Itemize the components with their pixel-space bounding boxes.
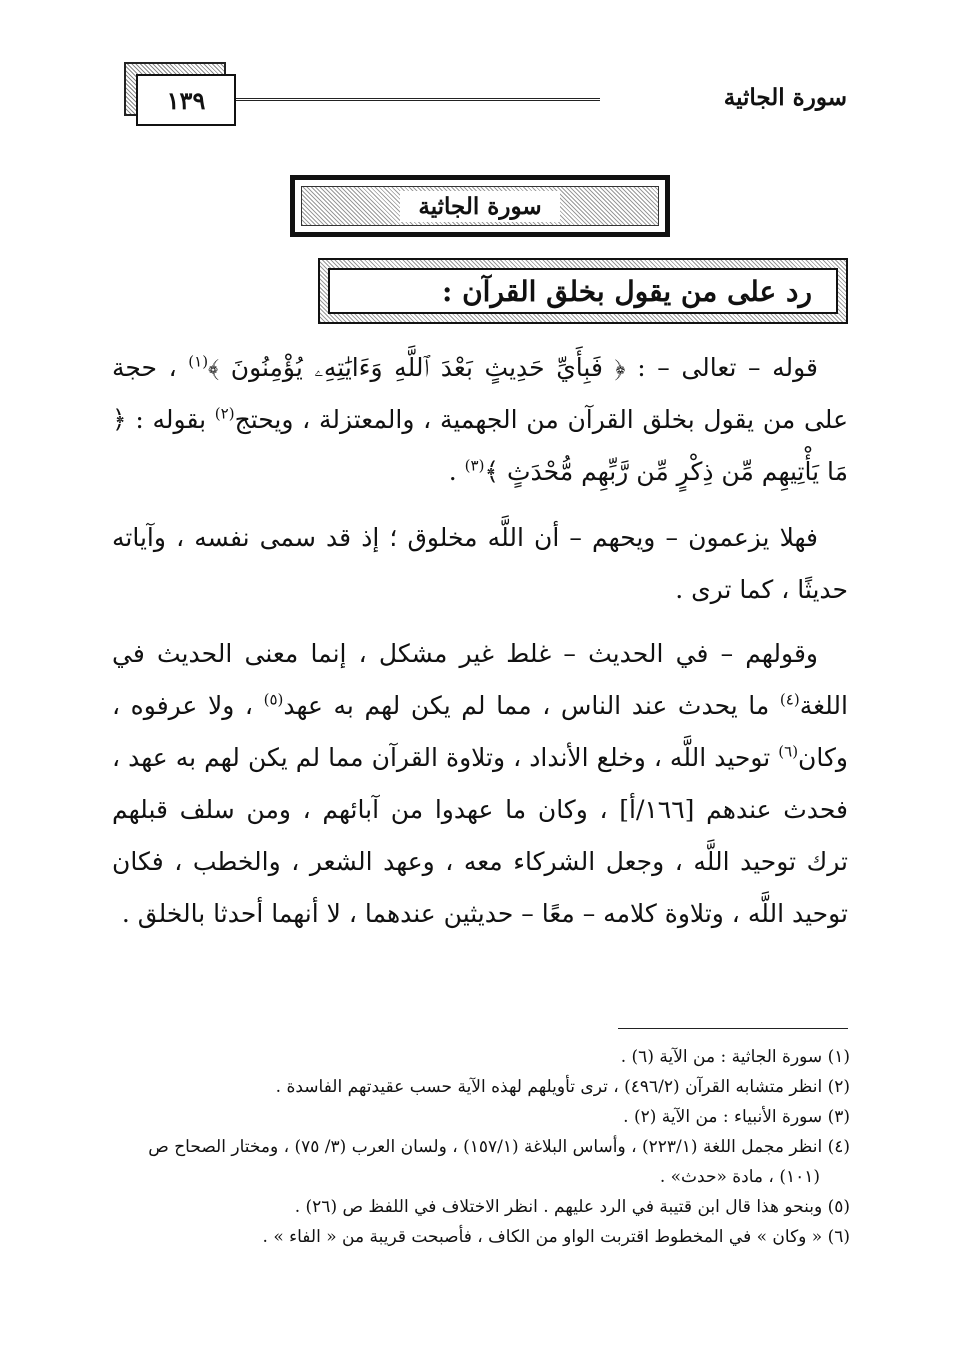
footnotes <box>112 1042 850 1252</box>
footnote: (٥) وبنحو هذا قال ابن قتيبة في الرد عليهم . انظر الاختلاف في اللفظ ص (٢٦) . <box>294 1197 850 1217</box>
paragraph-2 <box>112 512 848 616</box>
text: بقوله : <box>126 405 215 434</box>
footnote-ref: (١) <box>188 352 209 371</box>
running-title: سورة الجاثية <box>723 84 847 111</box>
footnote: (٦) « وكان » في المخطوط اقتربت الواو من الكاف ، فأصبحت قريبة من « الفاء » . <box>262 1227 850 1247</box>
section-heading-frame <box>328 268 838 314</box>
quran-verse: ﴿ مَا يَأْتِيهِم مِّن ذِكْرٍ مِّن رَّبِّهِم مُّحْدَثٍ ﴾ <box>112 405 848 486</box>
header-rule <box>236 98 600 101</box>
text: قوله – تعالى – : <box>625 353 818 382</box>
surah-title-box <box>290 175 670 237</box>
footnote: (٢) انظر متشابه القرآن (٤٩٦/٢) ، ترى تأويلهم لهذه الآية حسب عقيدتهم الفاسدة . <box>275 1077 850 1097</box>
footnote: (١) سورة الجاثية : من الآية (٦) . <box>620 1047 850 1067</box>
footnote: (٣) سورة الأنبياء : من الآية (٢) . <box>623 1107 850 1127</box>
paragraph-1 <box>112 342 848 498</box>
paragraph-text: فهلا يزعمون – ويحهم – أن اللَّه مخلوق ؛ إذ قد سمى نفسه ، وآياته حديثًا ، كما ترى . <box>112 523 848 604</box>
text: توحيد اللَّه ، وخلع الأنداد ، وتلاوة القرآن مما لم يكن لهم به عهد ، فحدث عندهم [١٦٦/أ] ، وكان ما عهدوا من آبائهم ، ومن سلف قبلهم ترك توحيد اللَّه ، وجعل الشركاء معه ، وعهد الشعر ، والخطب ، فكان توحيد اللَّه ، وتلاوة كلامه – معًا – حديثين عندهما ، لا أنهما أحدثا بالخلق . <box>112 743 848 928</box>
text: ، ولا عرفوه ، وكان <box>112 691 848 772</box>
footnote-ref: (٢) <box>214 404 235 423</box>
surah-title-frame <box>301 186 659 226</box>
text: . <box>448 457 465 486</box>
page-number: ١٣٩ <box>136 74 236 126</box>
text: ، حجة على من يقول بخلق القرآن من الجهمية ، والمعتزلة ، ويحتج <box>112 353 848 434</box>
footnote: (٤) انظر مجمل اللغة (٢٢٣/١) ، وأساس البلاغة (١٥٧/١) ، ولسان العرب (٣/ ٧٥) ، ومختار الصحاح ص (١٠١) ، مادة «حدث» . <box>148 1137 850 1187</box>
footnote-ref: (٤) <box>779 690 800 709</box>
footnote-ref: (٥) <box>263 690 284 709</box>
section-heading-box <box>318 258 848 324</box>
footnote-ref: (٦) <box>778 742 799 761</box>
footnote-ref: (٣) <box>464 456 485 475</box>
surah-title: سورة الجاثية <box>400 191 559 222</box>
text: وقولهم – في الحديث – غلط غير مشكل ، إنما معنى الحديث في اللغة <box>112 639 848 720</box>
footnote-separator <box>618 1028 848 1029</box>
quran-verse: ﴿ فَبِأَيِّ حَدِيثٍ بَعْدَ ٱللَّهِ وَءَايَٰتِهِۦ يُؤْمِنُونَ ﴾ <box>208 353 626 382</box>
page-number-box <box>124 62 234 124</box>
paragraph-3 <box>112 628 848 940</box>
text: ما يحدث عند الناس ، مما لم يكن لهم به عهد <box>283 691 780 720</box>
section-heading: رد على من يقول بخلق القرآن : <box>442 274 812 308</box>
